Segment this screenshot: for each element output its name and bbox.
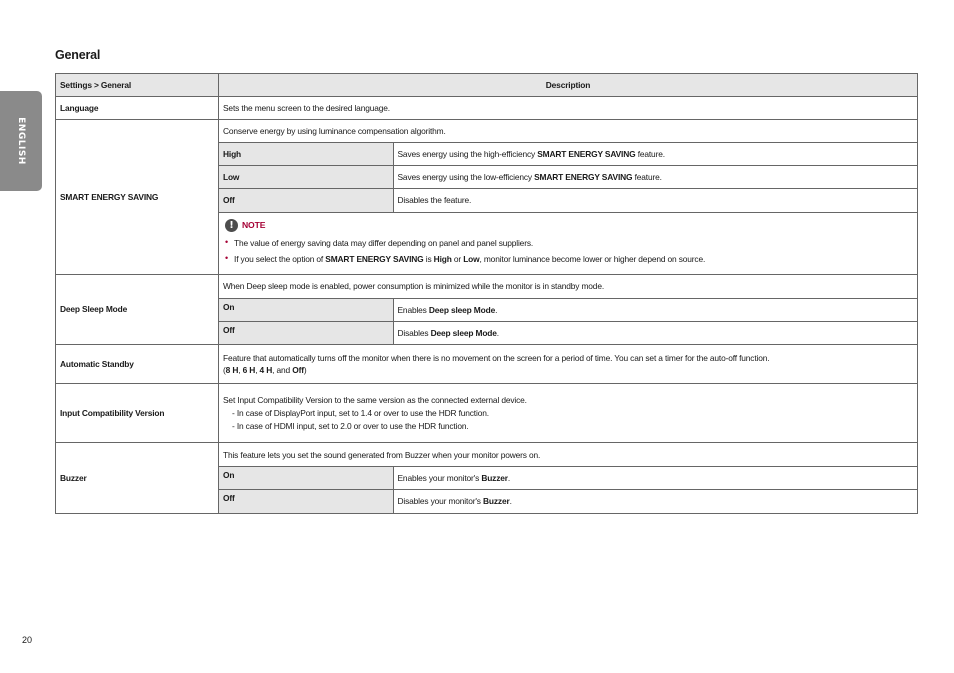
option-desc: Saves energy using the high-efficiency SMART ENERGY SAVING feature.: [393, 143, 917, 166]
option-name: High: [219, 143, 393, 166]
desc-intro: When Deep sleep mode is enabled, power consumption is minimized while the monitor is in standby mode.: [223, 281, 605, 291]
row-label-smart-energy: SMART ENERGY SAVING: [56, 120, 219, 275]
note-text: The value of energy saving data may differ depending on panel and panel suppliers.: [234, 237, 534, 248]
table-row: [56, 120, 918, 275]
note-text: If you select the option of SMART ENERGY SAVING is High or Low, monitor luminance become lower or higher depend on source.: [234, 253, 706, 264]
row-label-deep-sleep: Deep Sleep Mode: [56, 274, 219, 345]
option-table: [219, 142, 917, 212]
option-desc: Disables your monitor's Buzzer.: [393, 490, 917, 513]
table-row: [56, 97, 918, 120]
option-row: [219, 143, 917, 166]
bullet-icon: •: [225, 252, 229, 263]
option-name: On: [219, 467, 393, 490]
note-item: [225, 238, 907, 248]
option-desc: Disables Deep sleep Mode.: [393, 321, 917, 344]
option-desc: Enables your monitor's Buzzer.: [393, 467, 917, 490]
option-table: [219, 466, 917, 513]
side-tab-label: ENGLISH: [16, 117, 26, 165]
row-label-auto-standby: Automatic Standby: [56, 345, 219, 384]
desc-intro: Conserve energy by using luminance compensation algorithm.: [223, 126, 446, 136]
option-name: Off: [219, 490, 393, 513]
option-row: [219, 467, 917, 490]
row-label-input-compat: Input Compatibility Version: [56, 384, 219, 443]
desc-line: Set Input Compatibility Version to the same version as the connected external device.: [223, 395, 527, 405]
note-box: [219, 212, 917, 274]
option-row: [219, 189, 917, 212]
option-row: [219, 490, 917, 513]
desc-text: Sets the menu screen to the desired language.: [223, 103, 390, 113]
option-name: Off: [219, 321, 393, 344]
row-label-buzzer: Buzzer: [56, 443, 219, 514]
row-desc-buzzer: [219, 443, 918, 514]
row-desc-deep-sleep: [219, 274, 918, 345]
row-desc-input-compat: [219, 384, 918, 443]
desc-list-item: - In case of HDMI input, set to 2.0 or over to use the HDR function.: [232, 421, 469, 431]
settings-table: [55, 73, 918, 514]
desc-options-line: (8 H, 6 H, 4 H, and Off): [223, 365, 307, 375]
desc-line: Feature that automatically turns off the monitor when there is no movement on the screen for a period of time. You can set a timer for the auto-off function.: [223, 353, 770, 363]
option-row: [219, 298, 917, 321]
option-desc: Disables the feature.: [393, 189, 917, 212]
table-header-row: [56, 74, 918, 97]
option-row: [219, 166, 917, 189]
row-desc-auto-standby: [219, 345, 918, 384]
page-number: 20: [22, 635, 33, 645]
option-row: [219, 321, 917, 344]
table-row: [56, 345, 918, 384]
header-description: Description: [219, 74, 918, 97]
language-side-tab: [0, 91, 42, 191]
row-desc-smart-energy: [219, 120, 918, 275]
desc-text: [219, 345, 917, 383]
row-desc-language: [219, 97, 918, 120]
table-row: [56, 274, 918, 345]
table-row: [56, 384, 918, 443]
option-name: Low: [219, 166, 393, 189]
desc-list-item: - In case of DisplayPort input, set to 1.4 or over to use the HDR function.: [232, 408, 489, 418]
bullet-icon: •: [225, 236, 229, 247]
option-name: Off: [219, 189, 393, 212]
option-desc: Enables Deep sleep Mode.: [393, 298, 917, 321]
option-table: [219, 298, 917, 345]
option-desc: Saves energy using the low-efficiency SMART ENERGY SAVING feature.: [393, 166, 917, 189]
table-row: [56, 443, 918, 514]
option-name: On: [219, 298, 393, 321]
desc-text: [219, 384, 917, 442]
note-item: [225, 254, 907, 264]
note-label: NOTE: [242, 220, 266, 230]
section-title: General: [55, 48, 101, 62]
warning-icon: !: [225, 219, 238, 232]
header-settings: Settings > General: [56, 74, 219, 97]
row-label-language: Language: [56, 97, 219, 120]
desc-intro: This feature lets you set the sound generated from Buzzer when your monitor powers on.: [223, 449, 541, 460]
note-header: [225, 219, 907, 232]
